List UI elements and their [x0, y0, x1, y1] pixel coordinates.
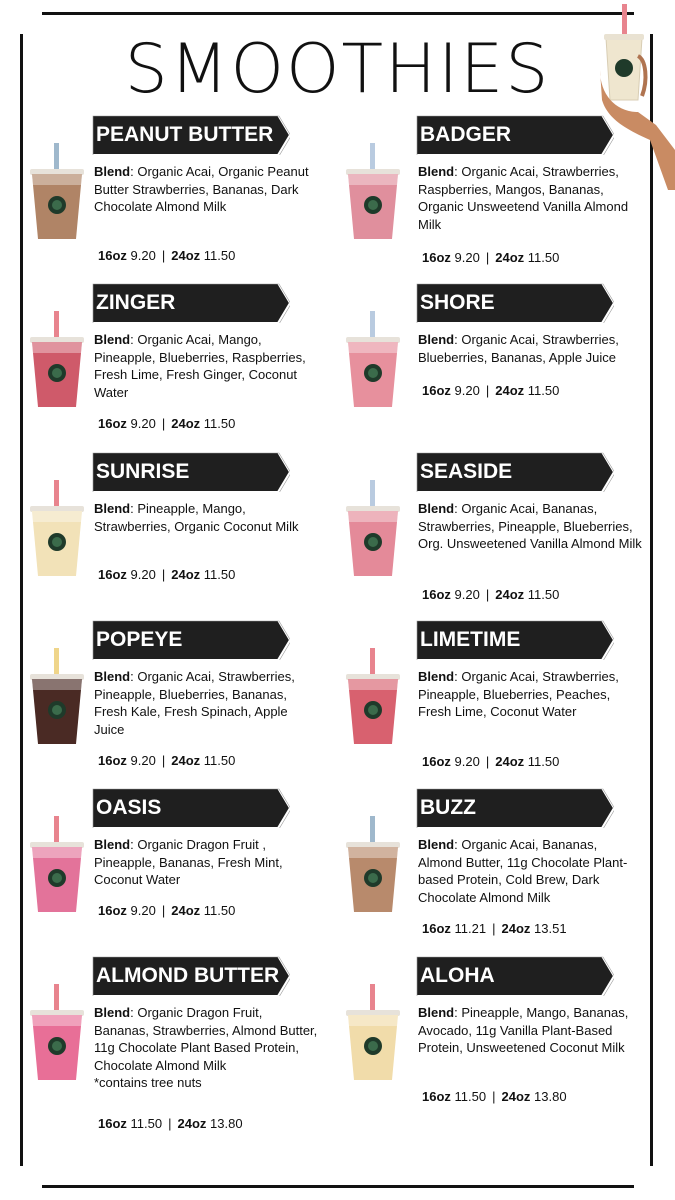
- price-24oz: 11.50: [203, 416, 236, 431]
- price-24oz: 11.50: [527, 250, 560, 265]
- item-banner: [92, 452, 290, 492]
- blend-ingredients: : Organic Dragon Fruit , Pineapple, Bananas, Fresh Mint, Coconut Water: [94, 837, 283, 887]
- price-separator: |: [161, 903, 166, 918]
- price-16oz: 11.21: [454, 921, 487, 936]
- size-large-label: 24oz: [171, 416, 201, 431]
- price-16oz: 9.20: [130, 416, 156, 431]
- item-banner: [92, 956, 290, 996]
- top-rule: [42, 12, 634, 15]
- size-small-label: 16oz: [98, 416, 127, 431]
- price-16oz: 11.50: [454, 1089, 487, 1104]
- price-separator: |: [161, 248, 166, 263]
- item-name: SEASIDE: [420, 460, 513, 483]
- cup-graphic: [28, 143, 86, 243]
- item-blend: [94, 163, 319, 216]
- item-name: SUNRISE: [96, 460, 190, 483]
- blend-ingredients: : Organic Acai, Strawberries, Raspberries, Mangos, Bananas, Organic Unsweetend Vanilla Almond Milk: [418, 164, 629, 232]
- price-16oz: 9.20: [130, 248, 156, 263]
- size-small-label: 16oz: [422, 250, 451, 265]
- price-separator: |: [492, 1089, 496, 1104]
- left-rule: [20, 34, 23, 1166]
- item-blend: [94, 668, 319, 738]
- price-separator: |: [485, 754, 490, 769]
- blend-label: Blend: [418, 332, 455, 347]
- cup-graphic: [344, 143, 402, 243]
- size-large-label: 24oz: [501, 921, 531, 936]
- price-16oz: 9.20: [454, 587, 480, 602]
- smoothie-cup-image: [344, 311, 402, 411]
- cup-graphic: [344, 311, 402, 411]
- blend-ingredients: : Pineapple, Mango, Bananas, Avocado, 11g Vanilla Plant-Based Protein, Unsweetened Coconut Milk: [418, 1005, 629, 1055]
- price-16oz: 9.20: [454, 250, 480, 265]
- size-large-label: 24oz: [177, 1116, 207, 1131]
- item-banner: [416, 115, 614, 155]
- price-separator: |: [485, 250, 490, 265]
- blend-ingredients: : Organic Acai, Strawberries, Pineapple, Blueberries, Bananas, Fresh Kale, Fresh Spinach, Apple Juice: [94, 669, 295, 737]
- item-price: [422, 754, 559, 769]
- blend-label: Blend: [418, 837, 455, 852]
- item-blend: [418, 500, 643, 553]
- item-price: [98, 248, 235, 263]
- price-separator: |: [161, 753, 166, 768]
- item-banner: [92, 283, 290, 323]
- right-rule: [650, 34, 653, 1166]
- blend-ingredients: : Organic Acai, Organic Peanut Butter Strawberries, Bananas, Dark Chocolate Almond Milk: [94, 164, 309, 214]
- item-blend: [94, 836, 319, 889]
- smoothie-cup-image: [28, 143, 86, 243]
- blend-ingredients: : Organic Acai, Bananas, Almond Butter, 11g Chocolate Plant-based Protein, Cold Brew, Dark Chocolate Almond Milk: [418, 837, 628, 905]
- size-small-label: 16oz: [98, 753, 127, 768]
- cup-graphic: [344, 984, 402, 1084]
- smoothie-cup-image: [344, 648, 402, 748]
- item-name: BUZZ: [420, 796, 476, 819]
- item-banner: [416, 452, 614, 492]
- allergy-note: *contains tree nuts: [94, 1075, 202, 1090]
- blend-label: Blend: [94, 164, 131, 179]
- price-16oz: 9.20: [130, 903, 156, 918]
- price-24oz: 13.80: [210, 1116, 243, 1131]
- price-separator: |: [485, 587, 490, 602]
- size-large-label: 24oz: [171, 567, 201, 582]
- item-name: POPEYE: [96, 628, 183, 651]
- item-price: [422, 383, 559, 398]
- cup-graphic: [344, 480, 402, 580]
- price-24oz: 11.50: [527, 587, 560, 602]
- item-name: ALMOND BUTTER: [96, 964, 280, 987]
- blend-ingredients: : Organic Acai, Mango, Pineapple, Blueberries, Raspberries, Fresh Lime, Fresh Ginger, Coconut Water: [94, 332, 306, 400]
- price-24oz: 11.50: [203, 567, 236, 582]
- price-16oz: 9.20: [454, 383, 480, 398]
- size-small-label: 16oz: [422, 921, 451, 936]
- size-large-label: 24oz: [171, 903, 201, 918]
- item-price: [98, 903, 235, 918]
- item-banner: [416, 956, 614, 996]
- smoothie-cup-image: [344, 143, 402, 243]
- hand-holding-cup-image: [598, 0, 675, 190]
- item-blend: [418, 668, 643, 721]
- size-small-label: 16oz: [98, 1116, 127, 1131]
- blend-ingredients: : Organic Acai, Bananas, Strawberries, Pineapple, Blueberries, Org. Unsweetened Vanilla Almond Milk: [418, 501, 642, 551]
- blend-label: Blend: [418, 164, 455, 179]
- item-price: [98, 1116, 243, 1131]
- item-name: ZINGER: [96, 291, 176, 314]
- blend-label: Blend: [94, 669, 131, 684]
- price-24oz: 13.80: [534, 1089, 567, 1104]
- size-small-label: 16oz: [422, 1089, 451, 1104]
- item-name: OASIS: [96, 796, 162, 819]
- size-large-label: 24oz: [495, 383, 525, 398]
- size-large-label: 24oz: [495, 250, 525, 265]
- item-banner: [92, 620, 290, 660]
- price-separator: |: [492, 921, 496, 936]
- item-name: BADGER: [420, 123, 512, 146]
- item-price: [422, 921, 567, 936]
- blend-label: Blend: [94, 501, 131, 516]
- price-16oz: 11.50: [130, 1116, 163, 1131]
- size-small-label: 16oz: [98, 567, 127, 582]
- blend-label: Blend: [94, 1005, 131, 1020]
- item-blend: [94, 331, 319, 401]
- blend-ingredients: : Organic Dragon Fruit, Bananas, Strawberries, Almond Butter, 11g Chocolate Plant Based Protein, Chocolate Almond Milk: [94, 1005, 318, 1073]
- smoothie-cup-image: [28, 311, 86, 411]
- size-large-label: 24oz: [501, 1089, 531, 1104]
- cup-graphic: [28, 648, 86, 748]
- item-price: [422, 587, 559, 602]
- page-title: SMOOTHIES: [124, 30, 551, 109]
- item-blend: [94, 500, 319, 535]
- size-small-label: 16oz: [422, 587, 451, 602]
- item-banner: [92, 115, 290, 155]
- blend-label: Blend: [94, 332, 131, 347]
- size-small-label: 16oz: [422, 383, 451, 398]
- cup-graphic: [28, 311, 86, 411]
- price-24oz: 11.50: [203, 753, 236, 768]
- smoothie-cup-image: [28, 984, 86, 1084]
- price-24oz: 11.50: [527, 754, 560, 769]
- blend-label: Blend: [94, 837, 131, 852]
- item-price: [422, 250, 559, 265]
- item-name: ALOHA: [420, 964, 495, 987]
- price-24oz: 11.50: [203, 903, 236, 918]
- price-16oz: 9.20: [454, 754, 480, 769]
- price-separator: |: [485, 383, 490, 398]
- bottom-rule: [42, 1185, 634, 1188]
- price-16oz: 9.20: [130, 567, 156, 582]
- item-price: [98, 753, 235, 768]
- cup-graphic: [344, 816, 402, 916]
- price-16oz: 9.20: [130, 753, 156, 768]
- item-blend: [94, 1004, 319, 1092]
- smoothie-cup-image: [344, 816, 402, 916]
- blend-ingredients: : Organic Acai, Strawberries, Blueberries, Bananas, Apple Juice: [418, 332, 619, 365]
- blend-label: Blend: [418, 501, 455, 516]
- price-separator: |: [161, 567, 166, 582]
- item-name: LIMETIME: [420, 628, 521, 651]
- size-large-label: 24oz: [495, 754, 525, 769]
- item-banner: [416, 620, 614, 660]
- smoothie-cup-image: [28, 816, 86, 916]
- item-name: SHORE: [420, 291, 495, 314]
- size-small-label: 16oz: [422, 754, 451, 769]
- item-price: [422, 1089, 567, 1104]
- item-price: [98, 416, 235, 431]
- size-small-label: 16oz: [98, 903, 127, 918]
- blend-ingredients: : Organic Acai, Strawberries, Pineapple, Blueberries, Peaches, Fresh Lime, Coconut Water: [418, 669, 619, 719]
- smoothie-cup-image: [28, 480, 86, 580]
- price-24oz: 11.50: [527, 383, 560, 398]
- size-large-label: 24oz: [495, 587, 525, 602]
- blend-ingredients: : Pineapple, Mango, Strawberries, Organic Coconut Milk: [94, 501, 299, 534]
- size-small-label: 16oz: [98, 248, 127, 263]
- item-banner: [92, 788, 290, 828]
- blend-label: Blend: [418, 1005, 455, 1020]
- price-24oz: 11.50: [203, 248, 236, 263]
- item-banner: [416, 788, 614, 828]
- price-separator: |: [168, 1116, 172, 1131]
- item-blend: [418, 1004, 643, 1057]
- smoothie-cup-image: [344, 984, 402, 1084]
- size-large-label: 24oz: [171, 753, 201, 768]
- size-large-label: 24oz: [171, 248, 201, 263]
- blend-label: Blend: [418, 669, 455, 684]
- smoothie-cup-image: [28, 648, 86, 748]
- smoothie-cup-image: [344, 480, 402, 580]
- item-blend: [418, 163, 643, 233]
- item-blend: [418, 331, 643, 366]
- cup-graphic: [28, 480, 86, 580]
- item-banner: [416, 283, 614, 323]
- item-blend: [418, 836, 643, 906]
- cup-graphic: [344, 648, 402, 748]
- item-name: PEANUT BUTTER: [96, 123, 274, 146]
- price-24oz: 13.51: [534, 921, 567, 936]
- cup-graphic: [28, 816, 86, 916]
- item-price: [98, 567, 235, 582]
- cup-graphic: [28, 984, 86, 1084]
- price-separator: |: [161, 416, 166, 431]
